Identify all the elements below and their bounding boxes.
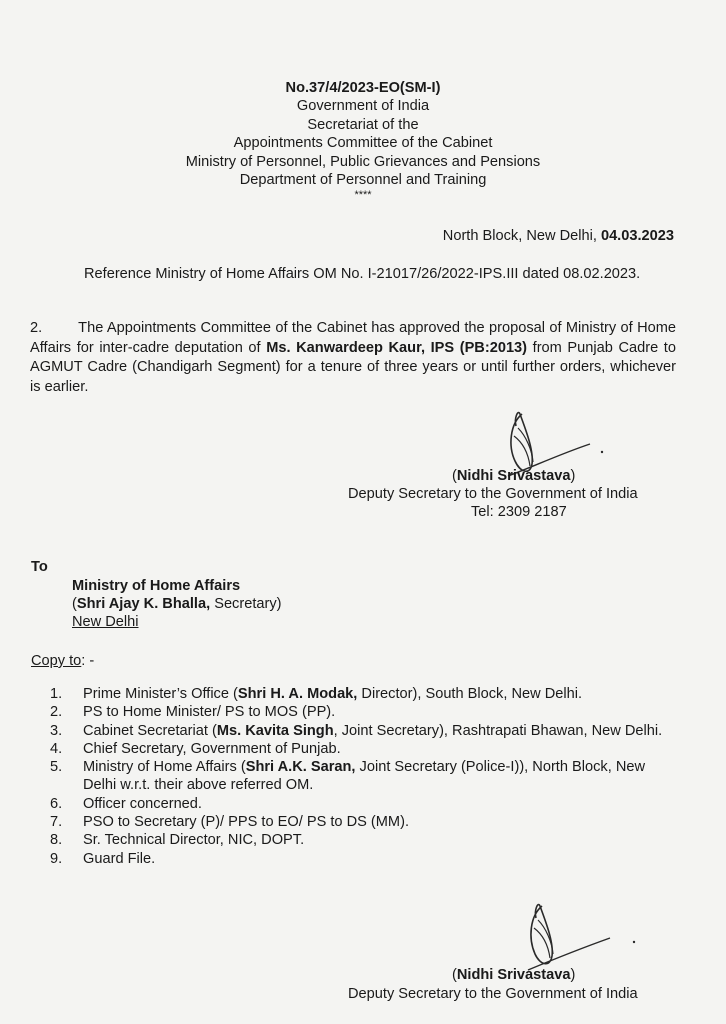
signatory-1: (Nidhi Srivastava) (452, 468, 576, 484)
copy-to-label: Copy to (31, 653, 82, 669)
to-label: To (31, 559, 48, 575)
copy-to-heading: Copy to: - (31, 653, 95, 669)
addressee-person: (Shri Ajay K. Bhalla, Secretary) (72, 596, 282, 612)
paragraph-text-after: from Punjab Cadre to AGMUT Cadre (Chandigarh Segment) for a tenure of three years or until further orders, whichever is earlier. (30, 339, 676, 395)
paragraph-number: 2. (30, 320, 43, 336)
signatory-2-name: Nidhi Srivastava (456, 967, 571, 983)
copy-to-list (50, 685, 680, 868)
signatory-2: (Nidhi Srivastava) (452, 967, 576, 983)
dateline (443, 227, 674, 245)
addressee-person-name: Shri Ajay K. Bhalla, (76, 596, 211, 612)
list-item: 9. Guard File. (50, 850, 156, 867)
addressee-org: Ministry of Home Affairs (72, 578, 241, 594)
header-line-1: Government of India (296, 98, 430, 114)
reference-text: Reference Ministry of Home Affairs OM No. I-21017/26/2022-IPS.III dated 08.02.2023. (84, 266, 641, 282)
paragraph-text-before: The Appointments Committee of the Cabinet has approved the proposal of Ministry of Home Affairs for inter-cadre deputation of (30, 320, 676, 356)
list-item: 4. Chief Secretary, Government of Punjab. (50, 740, 341, 757)
officer-name: Ms. Kanwardeep Kaur, IPS (PB:2013) (266, 339, 528, 356)
list-item: 7. PSO to Secretary (P)/ PPS to EO/ PS to DS (MM). (50, 814, 410, 831)
list-item: 1. Prime Minister’s Office (Shri H. A. Modak, Director), South Block, New Delhi. (50, 686, 583, 702)
header-line-4: Ministry of Personnel, Public Grievances and Pensions (185, 154, 541, 170)
signatory-2-designation: Deputy Secretary to the Government of India (348, 986, 638, 1002)
list-item: 8. Sr. Technical Director, NIC, DOPT. (50, 832, 305, 849)
list-item: 3. Cabinet Secretariat (Ms. Kavita Singh, Joint Secretary), Rashtrapati Bhawan, New Delhi. (50, 722, 663, 739)
header-line-2: Secretariat of the (307, 117, 419, 133)
approval-paragraph (30, 319, 676, 397)
dateline-place: North Block, New Delhi, (442, 228, 601, 244)
addressee-city: New Delhi (72, 614, 139, 630)
list-item: 2. PS to Home Minister/ PS to MOS (PP). (50, 704, 336, 721)
list-item: 6. Officer concerned. (50, 795, 202, 812)
header-line-5: Department of Personnel and Training (239, 172, 487, 188)
file-number: No.37/4/2023-EO(SM-I) (285, 80, 441, 96)
list-item: 5. Ministry of Home Affairs (Shri A.K. Saran, Joint Secretary (Police-I)), North Block, New Delhi w.r.t. their above referred OM. (50, 759, 646, 794)
signatory-1-tel: Tel: 2309 2187 (471, 504, 567, 520)
signatory-1-designation: Deputy Secretary to the Government of India (348, 486, 638, 502)
signatory-1-name: Nidhi Srivastava (456, 468, 571, 484)
dateline-date: 04.03.2023 (600, 228, 674, 244)
header-line-3: Appointments Committee of the Cabinet (233, 135, 493, 151)
reference-paragraph (30, 265, 676, 285)
header-separator: **** (354, 189, 372, 201)
